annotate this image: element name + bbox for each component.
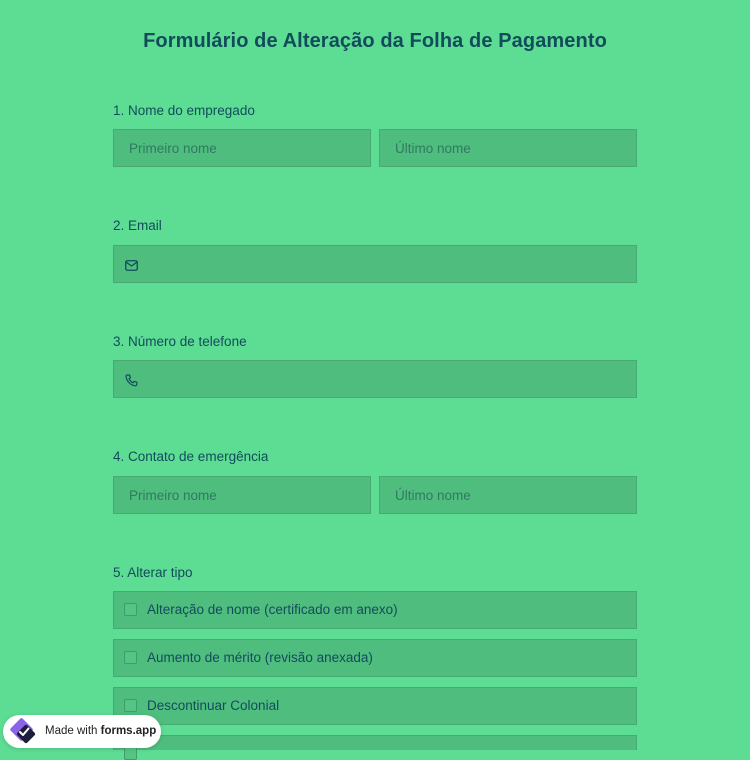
badge-brand: forms.app xyxy=(100,725,157,737)
checkbox[interactable] xyxy=(124,747,137,760)
forms-app-logo-icon xyxy=(10,718,38,746)
placeholder-text: Último nome xyxy=(395,140,471,156)
checkbox-option-name-change[interactable] xyxy=(113,591,637,629)
question-label-employee-name: 1. Nome do empregado xyxy=(113,103,255,118)
question-label-phone: 3. Número de telefone xyxy=(113,334,247,349)
email-field[interactable] xyxy=(113,245,637,283)
checkbox-option-partial[interactable] xyxy=(113,735,637,750)
employee-last-name-input[interactable] xyxy=(379,129,637,167)
option-label: Descontinuar Colonial xyxy=(147,698,280,713)
badge-prefix: Made with xyxy=(45,725,98,737)
made-with-forms-app-badge[interactable] xyxy=(3,715,161,748)
form-title: Formulário de Alteração da Folha de Pagamento xyxy=(143,30,607,52)
phone-icon xyxy=(124,373,138,387)
employee-first-name-input[interactable] xyxy=(113,129,371,167)
option-label: Alteração de nome (certificado em anexo) xyxy=(147,602,398,617)
checkbox[interactable] xyxy=(124,603,137,616)
checkbox[interactable] xyxy=(124,699,137,712)
checkbox-option-discontinue[interactable] xyxy=(113,687,637,725)
placeholder-text: Primeiro nome xyxy=(129,140,217,156)
emergency-last-name-input[interactable] xyxy=(379,476,637,514)
placeholder-text: Primeiro nome xyxy=(129,487,217,503)
checkbox-option-merit-increase[interactable] xyxy=(113,639,637,677)
emergency-first-name-input[interactable] xyxy=(113,476,371,514)
option-label: Aumento de mérito (revisão anexada) xyxy=(147,650,373,665)
question-label-emergency-contact: 4. Contato de emergência xyxy=(113,449,269,464)
placeholder-text: Último nome xyxy=(395,487,471,503)
question-label-email: 2. Email xyxy=(113,218,162,233)
question-label-change-type: 5. Alterar tipo xyxy=(113,565,193,580)
phone-field[interactable] xyxy=(113,360,637,398)
checkbox[interactable] xyxy=(124,651,137,664)
envelope-icon xyxy=(124,258,138,272)
